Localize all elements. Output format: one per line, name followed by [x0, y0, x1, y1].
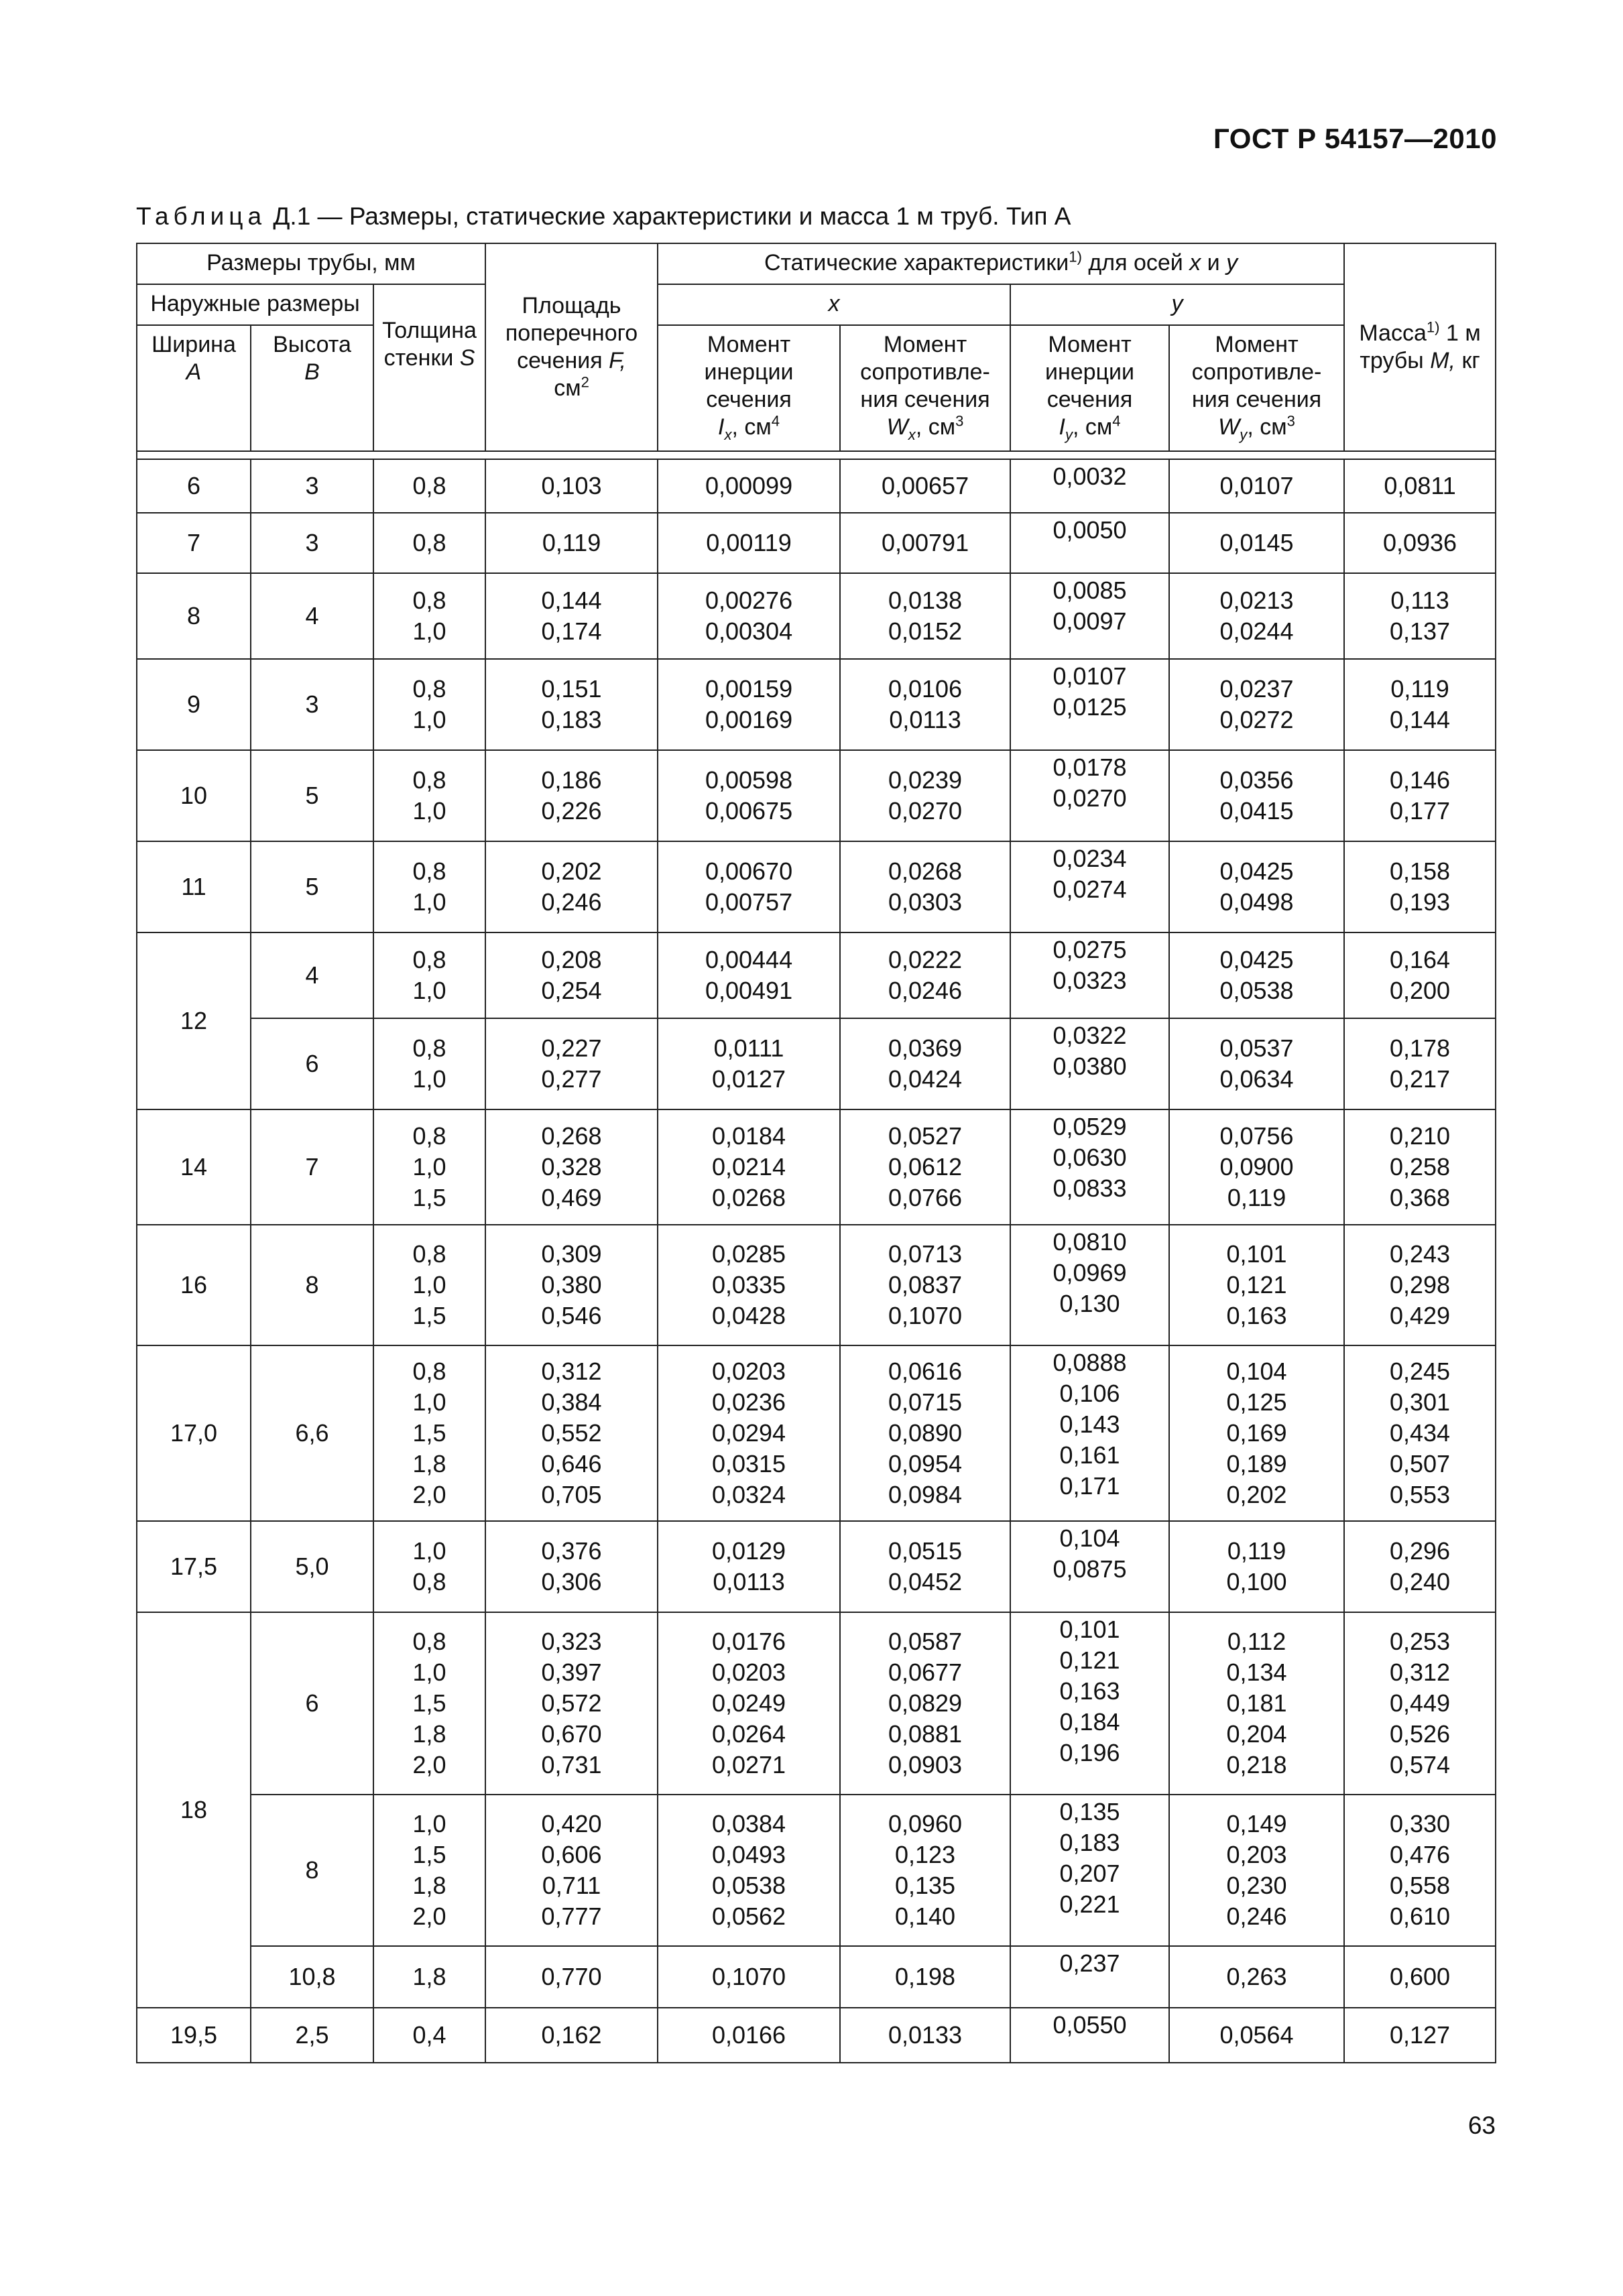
- header-resistance-y: Момент сопротивле- ния сечения $W_y$, $см^3$: [1169, 325, 1344, 451]
- table-row: [137, 932, 1496, 1018]
- cell-iy: 0,0322 0,0380: [1010, 1018, 1169, 1109]
- cell-iy: 0,0178 0,0270: [1010, 750, 1169, 841]
- cell-m: 0,0936: [1344, 513, 1496, 573]
- cell-m: 0,158 0,193: [1344, 841, 1496, 932]
- table-row: [137, 1109, 1496, 1225]
- cell-ix: 0,00670 0,00757: [658, 841, 840, 932]
- table-row: [137, 573, 1496, 659]
- cell-f: 0,312 0,384 0,552 0,646 0,705: [485, 1345, 658, 1521]
- cell-f: 0,227 0,277: [485, 1018, 658, 1109]
- table-row: [137, 1018, 1496, 1109]
- cell-wy: 0,104 0,125 0,169 0,189 0,202: [1169, 1345, 1344, 1521]
- cell-m: 0,119 0,144: [1344, 659, 1496, 750]
- cell-m: 0,600: [1344, 1946, 1496, 2008]
- cell-f: 0,376 0,306: [485, 1521, 658, 1612]
- table-row: [137, 2008, 1496, 2063]
- header-axis-y: [1010, 284, 1344, 325]
- header-wall-symbol: S: [459, 345, 475, 371]
- table-caption-label: Таблица: [136, 202, 267, 230]
- cell-wy: 0,0425 0,0538: [1169, 932, 1344, 1018]
- header-wx-unit: , см: [915, 414, 956, 440]
- cell-iy: 0,0107 0,0125: [1010, 659, 1169, 750]
- header-wy-unit: , см: [1247, 414, 1287, 440]
- cell-wx: 0,0239 0,0270: [840, 750, 1010, 841]
- header-area-unit: см: [554, 375, 581, 401]
- cell-b: 3: [251, 513, 373, 573]
- header-height-label: Высота: [273, 332, 351, 357]
- cell-wx: 0,0369 0,0424: [840, 1018, 1010, 1109]
- table-row: [137, 459, 1496, 513]
- cell-width: 18: [137, 1612, 251, 2008]
- cell-width: 6: [137, 459, 251, 513]
- cell-wy: 0,0213 0,0244: [1169, 573, 1344, 659]
- cell-wx: 0,0138 0,0152: [840, 573, 1010, 659]
- cell-wx: 0,0268 0,0303: [840, 841, 1010, 932]
- header-width-symbol: A: [186, 359, 202, 385]
- cell-iy: 0,0810 0,0969 0,130: [1010, 1225, 1169, 1345]
- header-inertia-y-label: Момент инерции сечения: [1045, 332, 1135, 412]
- cell-s: 1,8: [373, 1946, 485, 2008]
- cell-s: 1,0 1,5 1,8 2,0: [373, 1795, 485, 1946]
- cell-m: 0,127: [1344, 2008, 1496, 2063]
- cell-f: 0,323 0,397 0,572 0,670 0,731: [485, 1612, 658, 1795]
- cell-b: 3: [251, 659, 373, 750]
- cell-width: 11: [137, 841, 251, 932]
- header-ix-unit: , см: [731, 414, 772, 440]
- cell-ix: 0,00099: [658, 459, 840, 513]
- header-inertia-x-label: Момент инерции сечения: [704, 332, 794, 412]
- header-static-x: x: [1189, 250, 1201, 276]
- cell-wy: 0,0356 0,0415: [1169, 750, 1344, 841]
- header-ix-symbol: I: [717, 414, 725, 440]
- cell-f: 0,186 0,226: [485, 750, 658, 841]
- cell-ix: 0,0111 0,0127: [658, 1018, 840, 1109]
- cell-iy: 0,0032: [1010, 459, 1169, 513]
- cell-ix: 0,00444 0,00491: [658, 932, 840, 1018]
- cell-wx: 0,00791: [840, 513, 1010, 573]
- cell-f: 0,144 0,174: [485, 573, 658, 659]
- table-row: [137, 659, 1496, 750]
- header-area-symbol: F,: [609, 348, 626, 373]
- cell-b: 7: [251, 1109, 373, 1225]
- cell-iy: 0,0085 0,0097: [1010, 573, 1169, 659]
- header-inertia-x: Момент инерции сечения $I_x$, $см^4$: [658, 325, 840, 451]
- cell-wy: 0,0145: [1169, 513, 1344, 573]
- cell-ix: 0,00159 0,00169: [658, 659, 840, 750]
- header-resistance-x: Момент сопротивле- ния сечения $W_x$, $см^3$: [840, 325, 1010, 451]
- cell-ix: 0,0384 0,0493 0,0538 0,0562: [658, 1795, 840, 1946]
- cell-wx: 0,0616 0,0715 0,0890 0,0954 0,0984: [840, 1345, 1010, 1521]
- cell-wy: 0,263: [1169, 1946, 1344, 2008]
- cell-b: 5: [251, 841, 373, 932]
- header-iy-unit: , см: [1072, 414, 1113, 440]
- cell-s: 0,4: [373, 2008, 485, 2063]
- cell-width: 14: [137, 1109, 251, 1225]
- header-iy-symbol: I: [1059, 414, 1065, 440]
- table-gap-row: [137, 451, 1496, 459]
- cell-width: 10: [137, 750, 251, 841]
- table-row: [137, 841, 1496, 932]
- cell-iy: 0,0888 0,106 0,143 0,161 0,171: [1010, 1345, 1169, 1521]
- cell-f: 0,202 0,246: [485, 841, 658, 932]
- cell-s: 0,8 1,0: [373, 659, 485, 750]
- header-resistance-y-label: Момент сопротивле- ния сечения: [1191, 332, 1322, 412]
- cell-wy: 0,0107: [1169, 459, 1344, 513]
- cell-m: 0,245 0,301 0,434 0,507 0,553: [1344, 1345, 1496, 1521]
- cell-m: 0,210 0,258 0,368: [1344, 1109, 1496, 1225]
- header-mass-label: Масса: [1359, 320, 1427, 346]
- cell-s: 0,8: [373, 513, 485, 573]
- cell-s: 0,8 1,0 1,5: [373, 1109, 485, 1225]
- cell-wy: 0,0537 0,0634: [1169, 1018, 1344, 1109]
- header-static-footnote: 1): [1069, 248, 1082, 265]
- cell-ix: 0,00276 0,00304: [658, 573, 840, 659]
- cell-iy: 0,0234 0,0274: [1010, 841, 1169, 932]
- header-mass-footnote: 1): [1426, 318, 1440, 336]
- header-mass-symbol: M,: [1430, 348, 1455, 373]
- header-wx-symbol: W: [886, 414, 908, 440]
- cell-m: 0,113 0,137: [1344, 573, 1496, 659]
- cell-f: 0,770: [485, 1946, 658, 2008]
- header-static-and: и: [1207, 250, 1220, 276]
- table-header: [137, 243, 1496, 451]
- cell-width: 8: [137, 573, 251, 659]
- table-row: [137, 1612, 1496, 1795]
- cell-wx: 0,0106 0,0113: [840, 659, 1010, 750]
- cell-ix: 0,0203 0,0236 0,0294 0,0315 0,0324: [658, 1345, 840, 1521]
- table-row: [137, 750, 1496, 841]
- cell-s: 0,8 1,0: [373, 932, 485, 1018]
- cell-width: 7: [137, 513, 251, 573]
- cell-b: 6: [251, 1612, 373, 1795]
- cell-wx: 0,0960 0,123 0,135 0,140: [840, 1795, 1010, 1946]
- cell-f: 0,103: [485, 459, 658, 513]
- cell-wx: 0,00657: [840, 459, 1010, 513]
- cell-s: 0,8 1,0 1,5 1,8 2,0: [373, 1345, 485, 1521]
- cell-s: 0,8 1,0: [373, 841, 485, 932]
- cell-s: 0,8 1,0 1,5 1,8 2,0: [373, 1612, 485, 1795]
- cell-wy: 0,101 0,121 0,163: [1169, 1225, 1344, 1345]
- table-row: [137, 1225, 1496, 1345]
- header-resistance-x-label: Момент сопротивле- ния сечения: [860, 332, 990, 412]
- cell-f: 0,309 0,380 0,546: [485, 1225, 658, 1345]
- table-caption: [136, 202, 1071, 231]
- header-mass: [1344, 243, 1496, 451]
- cell-ix: 0,0166: [658, 2008, 840, 2063]
- cell-wx: 0,198: [840, 1946, 1010, 2008]
- cell-width: 17,0: [137, 1345, 251, 1521]
- header-pipe-dims: Размеры трубы, мм: [137, 243, 485, 284]
- cell-wx: 0,0515 0,0452: [840, 1521, 1010, 1612]
- cell-m: 0,296 0,240: [1344, 1521, 1496, 1612]
- header-wy-symbol: W: [1218, 414, 1240, 440]
- cell-f: 0,119: [485, 513, 658, 573]
- cell-width: 16: [137, 1225, 251, 1345]
- header-wall-label: Толщина стенки: [382, 318, 477, 371]
- cell-wx: 0,0133: [840, 2008, 1010, 2063]
- header-static-axes: для осей: [1088, 250, 1183, 276]
- cell-width: 9: [137, 659, 251, 750]
- cell-wy: 0,112 0,134 0,181 0,204 0,218: [1169, 1612, 1344, 1795]
- header-width-label: Ширина: [152, 332, 236, 357]
- cell-b: 8: [251, 1225, 373, 1345]
- cell-wy: 0,0756 0,0900 0,119: [1169, 1109, 1344, 1225]
- cell-wy: 0,119 0,100: [1169, 1521, 1344, 1612]
- cell-f: 0,268 0,328 0,469: [485, 1109, 658, 1225]
- cell-ix: 0,0285 0,0335 0,0428: [658, 1225, 840, 1345]
- cell-m: 0,146 0,177: [1344, 750, 1496, 841]
- cell-iy: 0,104 0,0875: [1010, 1521, 1169, 1612]
- header-axis-y-label: y: [1171, 291, 1183, 316]
- cell-iy: 0,135 0,183 0,207 0,221: [1010, 1795, 1169, 1946]
- cell-s: 0,8 1,0 1,5: [373, 1225, 485, 1345]
- cell-wx: 0,0527 0,0612 0,0766: [840, 1109, 1010, 1225]
- header-inertia-y: Момент инерции сечения $I_y$, $см^4$: [1010, 325, 1169, 451]
- cell-s: 0,8 1,0: [373, 750, 485, 841]
- header-area-label: Площадь поперечного сечения: [505, 293, 638, 373]
- table-row: [137, 1345, 1496, 1521]
- cell-b: 10,8: [251, 1946, 373, 2008]
- table-row: [137, 1946, 1496, 2008]
- cell-wy: 0,0237 0,0272: [1169, 659, 1344, 750]
- cell-wy: 0,0564: [1169, 2008, 1344, 2063]
- header-width: [137, 325, 251, 451]
- table-row: [137, 513, 1496, 573]
- table-body: [137, 451, 1496, 2063]
- cell-m: 0,243 0,298 0,429: [1344, 1225, 1496, 1345]
- cell-wy: 0,0425 0,0498: [1169, 841, 1344, 932]
- table-row: [137, 1795, 1496, 1946]
- cell-b: 6: [251, 1018, 373, 1109]
- cell-b: 5,0: [251, 1521, 373, 1612]
- header-wall: [373, 284, 485, 451]
- cell-f: 0,420 0,606 0,711 0,777: [485, 1795, 658, 1946]
- pipe-properties-table: [136, 243, 1496, 2063]
- header-static: [658, 243, 1344, 284]
- cell-b: 6,6: [251, 1345, 373, 1521]
- cell-wx: 0,0587 0,0677 0,0829 0,0881 0,0903: [840, 1612, 1010, 1795]
- cell-iy: 0,237: [1010, 1946, 1169, 2008]
- header-static-label: Статические характеристики: [764, 250, 1069, 276]
- header-height-symbol: B: [304, 359, 320, 385]
- cell-wx: 0,0222 0,0246: [840, 932, 1010, 1018]
- table-gap-cell: [137, 451, 1496, 459]
- cell-m: 0,253 0,312 0,449 0,526 0,574: [1344, 1612, 1496, 1795]
- cell-m: 0,164 0,200: [1344, 932, 1496, 1018]
- table-caption-text: Д.1 — Размеры, статические характеристики и масса 1 м труб. Тип А: [273, 202, 1071, 230]
- page-number: 63: [1467, 2112, 1496, 2139]
- header-height: [251, 325, 373, 451]
- data-table-wrapper: [136, 243, 1495, 2063]
- cell-width: 17,5: [137, 1521, 251, 1612]
- document-code: ГОСТ Р 54157—2010: [1213, 123, 1497, 154]
- cell-s: 0,8 1,0: [373, 1018, 485, 1109]
- cell-f: 0,151 0,183: [485, 659, 658, 750]
- cell-ix: 0,0129 0,0113: [658, 1521, 840, 1612]
- cell-b: 5: [251, 750, 373, 841]
- header-mass-rest: 1 м трубы: [1360, 320, 1481, 373]
- cell-b: 4: [251, 573, 373, 659]
- cell-f: 0,208 0,254: [485, 932, 658, 1018]
- header-axis-x: [658, 284, 1010, 325]
- cell-m: 0,0811: [1344, 459, 1496, 513]
- cell-ix: 0,1070: [658, 1946, 840, 2008]
- cell-ix: 0,0176 0,0203 0,0249 0,0264 0,0271: [658, 1612, 840, 1795]
- table-row: [137, 1521, 1496, 1612]
- cell-s: 1,0 0,8: [373, 1521, 485, 1612]
- header-area: Площадь поперечного сечения F, $см^2$: [485, 243, 658, 451]
- cell-wy: 0,149 0,203 0,230 0,246: [1169, 1795, 1344, 1946]
- cell-b: 3: [251, 459, 373, 513]
- header-outer-dims: Наружные размеры: [137, 284, 373, 325]
- cell-iy: 0,0550: [1010, 2008, 1169, 2063]
- cell-ix: 0,0184 0,0214 0,0268: [658, 1109, 840, 1225]
- cell-b: 8: [251, 1795, 373, 1946]
- cell-iy: 0,0529 0,0630 0,0833: [1010, 1109, 1169, 1225]
- cell-s: 0,8 1,0: [373, 573, 485, 659]
- header-mass-unit: кг: [1461, 348, 1480, 373]
- cell-m: 0,178 0,217: [1344, 1018, 1496, 1109]
- header-static-y: y: [1226, 250, 1238, 276]
- cell-iy: 0,0050: [1010, 513, 1169, 573]
- cell-s: 0,8: [373, 459, 485, 513]
- header-axis-x-label: x: [828, 291, 840, 316]
- cell-wx: 0,0713 0,0837 0,1070: [840, 1225, 1010, 1345]
- cell-m: 0,330 0,476 0,558 0,610: [1344, 1795, 1496, 1946]
- cell-f: 0,162: [485, 2008, 658, 2063]
- cell-ix: 0,00598 0,00675: [658, 750, 840, 841]
- cell-iy: 0,0275 0,0323: [1010, 932, 1169, 1018]
- cell-ix: 0,00119: [658, 513, 840, 573]
- cell-b: 2,5: [251, 2008, 373, 2063]
- cell-iy: 0,101 0,121 0,163 0,184 0,196: [1010, 1612, 1169, 1795]
- cell-b: 4: [251, 932, 373, 1018]
- cell-width: 19,5: [137, 2008, 251, 2063]
- cell-width: 12: [137, 932, 251, 1109]
